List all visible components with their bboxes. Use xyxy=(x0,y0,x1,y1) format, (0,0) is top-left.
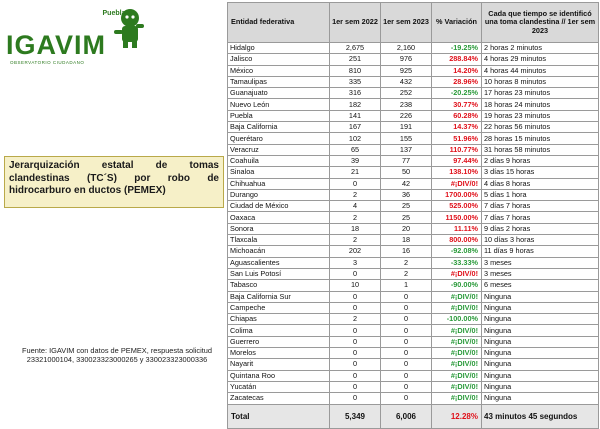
table-row xyxy=(228,54,599,65)
variacion-cell: #¡DIV/0! xyxy=(432,325,482,336)
variacion-cell: 28.96% xyxy=(432,76,482,87)
state-cell: Tabasco xyxy=(228,280,330,291)
state-cell: Zacatecas xyxy=(228,393,330,404)
frecuencia-cell: 11 días 9 horas xyxy=(482,246,599,257)
variacion-cell: -20.25% xyxy=(432,88,482,99)
callout-text: Jerarquización estatal de tomas clandestinas (TC´S) por robo de hidrocarburo en ductos (PEMEX) xyxy=(9,160,219,196)
sem2022-cell: 0 xyxy=(330,381,381,392)
table-total-row xyxy=(228,404,599,428)
variacion-cell: #¡DIV/0! xyxy=(432,359,482,370)
variacion-cell: #¡DIV/0! xyxy=(432,381,482,392)
frecuencia-cell: 4 horas 29 minutos xyxy=(482,54,599,65)
state-cell: Nayarit xyxy=(228,359,330,370)
frecuencia-cell: 3 meses xyxy=(482,268,599,279)
state-cell: Nuevo León xyxy=(228,99,330,110)
sem2023-cell: 2,160 xyxy=(381,43,432,54)
sem2022-cell: 335 xyxy=(330,76,381,87)
table-row xyxy=(228,43,599,54)
variacion-cell: #¡DIV/0! xyxy=(432,178,482,189)
table-row xyxy=(228,302,599,313)
sem2022-cell: 2 xyxy=(330,235,381,246)
state-cell: Guanajuato xyxy=(228,88,330,99)
sem2023-cell: 976 xyxy=(381,54,432,65)
variacion-cell: 110.77% xyxy=(432,144,482,155)
state-cell: Aguascalientes xyxy=(228,257,330,268)
sem2022-cell: 0 xyxy=(330,336,381,347)
header-entidad: Entidad federativa xyxy=(228,3,330,43)
table-row xyxy=(228,201,599,212)
state-cell: Puebla xyxy=(228,110,330,121)
table-row xyxy=(228,178,599,189)
table-row xyxy=(228,155,599,166)
frecuencia-cell: Ninguna xyxy=(482,291,599,302)
frecuencia-cell: 3 días 15 horas xyxy=(482,167,599,178)
state-cell: Oaxaca xyxy=(228,212,330,223)
variacion-cell: #¡DIV/0! xyxy=(432,268,482,279)
table-row xyxy=(228,133,599,144)
variacion-cell: 1700.00% xyxy=(432,189,482,200)
variacion-cell: -19.25% xyxy=(432,43,482,54)
variacion-cell: 800.00% xyxy=(432,235,482,246)
table-row xyxy=(228,122,599,133)
table-row xyxy=(228,212,599,223)
state-cell: Guerrero xyxy=(228,336,330,347)
table-row xyxy=(228,110,599,121)
sem2022-cell: 18 xyxy=(330,223,381,234)
variacion-cell: 30.77% xyxy=(432,99,482,110)
total-2022: 5,349 xyxy=(330,404,381,428)
header-frecuencia: Cada que tiempo se identificó una toma clandestina // 1er sem 2023 xyxy=(482,3,599,43)
logo-subtitle: OBSERVATORIO CIUDADANO xyxy=(10,60,85,65)
frecuencia-cell: 22 horas 56 minutos xyxy=(482,122,599,133)
state-cell: Quintana Roo xyxy=(228,370,330,381)
frecuencia-cell: Ninguna xyxy=(482,325,599,336)
frecuencia-cell: Ninguna xyxy=(482,381,599,392)
sem2023-cell: 2 xyxy=(381,268,432,279)
sem2022-cell: 182 xyxy=(330,99,381,110)
sem2023-cell: 0 xyxy=(381,370,432,381)
sem2023-cell: 0 xyxy=(381,291,432,302)
sem2023-cell: 0 xyxy=(381,325,432,336)
sem2023-cell: 18 xyxy=(381,235,432,246)
state-cell: Tamaulipas xyxy=(228,76,330,87)
state-cell: Sonora xyxy=(228,223,330,234)
data-table-container xyxy=(227,2,598,421)
igavim-logo xyxy=(6,4,156,70)
sem2022-cell: 0 xyxy=(330,291,381,302)
frecuencia-cell: 9 días 2 horas xyxy=(482,223,599,234)
sem2022-cell: 251 xyxy=(330,54,381,65)
frecuencia-cell: 2 días 9 horas xyxy=(482,155,599,166)
state-cell: Tlaxcala xyxy=(228,235,330,246)
frecuencia-cell: 28 horas 15 minutos xyxy=(482,133,599,144)
table-body xyxy=(228,43,599,405)
frecuencia-cell: 2 horas 2 minutos xyxy=(482,43,599,54)
table-row xyxy=(228,223,599,234)
sem2022-cell: 2 xyxy=(330,212,381,223)
variacion-cell: 525.00% xyxy=(432,201,482,212)
table-row xyxy=(228,348,599,359)
sem2022-cell: 810 xyxy=(330,65,381,76)
sem2023-cell: 42 xyxy=(381,178,432,189)
sem2022-cell: 316 xyxy=(330,88,381,99)
table-row xyxy=(228,291,599,302)
sem2023-cell: 25 xyxy=(381,212,432,223)
sem2022-cell: 39 xyxy=(330,155,381,166)
state-cell: Yucatán xyxy=(228,381,330,392)
header-2022: 1er sem 2022 xyxy=(330,3,381,43)
sem2022-cell: 3 xyxy=(330,257,381,268)
frecuencia-cell: 7 días 7 horas xyxy=(482,212,599,223)
table-row xyxy=(228,189,599,200)
table-header-row xyxy=(228,3,599,43)
sem2023-cell: 432 xyxy=(381,76,432,87)
table-row xyxy=(228,314,599,325)
sem2023-cell: 191 xyxy=(381,122,432,133)
sem2023-cell: 238 xyxy=(381,99,432,110)
sem2022-cell: 0 xyxy=(330,178,381,189)
table-row xyxy=(228,257,599,268)
total-variacion: 12.28% xyxy=(432,404,482,428)
sem2023-cell: 2 xyxy=(381,257,432,268)
logo-wordmark: IGAVIM xyxy=(6,30,106,60)
variacion-cell: 288.84% xyxy=(432,54,482,65)
sem2022-cell: 4 xyxy=(330,201,381,212)
total-frecuencia: 43 minutos 45 segundos xyxy=(482,404,599,428)
total-label: Total xyxy=(228,404,330,428)
table-row xyxy=(228,246,599,257)
frecuencia-cell: 4 días 8 horas xyxy=(482,178,599,189)
logo-seal-text: Puebla xyxy=(102,10,126,17)
variacion-cell: #¡DIV/0! xyxy=(432,393,482,404)
frecuencia-cell: Ninguna xyxy=(482,370,599,381)
sem2022-cell: 0 xyxy=(330,268,381,279)
sem2022-cell: 65 xyxy=(330,144,381,155)
frecuencia-cell: 4 horas 44 minutos xyxy=(482,65,599,76)
sem2023-cell: 1 xyxy=(381,280,432,291)
table-row xyxy=(228,144,599,155)
sem2023-cell: 155 xyxy=(381,133,432,144)
sem2022-cell: 10 xyxy=(330,280,381,291)
table-row xyxy=(228,268,599,279)
table-row xyxy=(228,370,599,381)
table-row xyxy=(228,88,599,99)
variacion-cell: 97.44% xyxy=(432,155,482,166)
variacion-cell: -33.33% xyxy=(432,257,482,268)
sem2023-cell: 137 xyxy=(381,144,432,155)
sem2022-cell: 141 xyxy=(330,110,381,121)
frecuencia-cell: Ninguna xyxy=(482,314,599,325)
sem2023-cell: 0 xyxy=(381,393,432,404)
variacion-cell: 14.20% xyxy=(432,65,482,76)
variacion-cell: #¡DIV/0! xyxy=(432,291,482,302)
toma-clandestina-table xyxy=(227,2,599,429)
sem2022-cell: 0 xyxy=(330,348,381,359)
state-cell: Chiapas xyxy=(228,314,330,325)
sem2022-cell: 0 xyxy=(330,370,381,381)
state-cell: Veracruz xyxy=(228,144,330,155)
sem2022-cell: 167 xyxy=(330,122,381,133)
sem2022-cell: 0 xyxy=(330,302,381,313)
frecuencia-cell: 3 meses xyxy=(482,257,599,268)
variacion-cell: 11.11% xyxy=(432,223,482,234)
table-row xyxy=(228,167,599,178)
sem2023-cell: 925 xyxy=(381,65,432,76)
table-row xyxy=(228,359,599,370)
state-cell: San Luis Potosí xyxy=(228,268,330,279)
total-2023: 6,006 xyxy=(381,404,432,428)
frecuencia-cell: 7 días 7 horas xyxy=(482,201,599,212)
table-row xyxy=(228,393,599,404)
state-cell: Coahuila xyxy=(228,155,330,166)
variacion-cell: -90.00% xyxy=(432,280,482,291)
frecuencia-cell: 18 horas 24 minutos xyxy=(482,99,599,110)
frecuencia-cell: 10 días 3 horas xyxy=(482,235,599,246)
sem2023-cell: 0 xyxy=(381,348,432,359)
sem2023-cell: 25 xyxy=(381,201,432,212)
sem2023-cell: 0 xyxy=(381,302,432,313)
sem2023-cell: 77 xyxy=(381,155,432,166)
state-cell: Baja California Sur xyxy=(228,291,330,302)
state-cell: Michoacán xyxy=(228,246,330,257)
sem2022-cell: 102 xyxy=(330,133,381,144)
frecuencia-cell: Ninguna xyxy=(482,336,599,347)
variacion-cell: -92.08% xyxy=(432,246,482,257)
table-row xyxy=(228,235,599,246)
sem2022-cell: 2 xyxy=(330,314,381,325)
sem2023-cell: 252 xyxy=(381,88,432,99)
variacion-cell: 1150.00% xyxy=(432,212,482,223)
sem2022-cell: 0 xyxy=(330,325,381,336)
state-cell: Campeche xyxy=(228,302,330,313)
state-cell: Querétaro xyxy=(228,133,330,144)
source-note: Fuente: IGAVIM con datos de PEMEX, respuesta solicitud 23321000104, 330023323000265 y 330023323000336 xyxy=(21,346,213,364)
title-callout xyxy=(4,156,224,208)
sem2022-cell: 2,675 xyxy=(330,43,381,54)
left-panel xyxy=(0,0,228,400)
state-cell: México xyxy=(228,65,330,76)
table-row xyxy=(228,76,599,87)
frecuencia-cell: Ninguna xyxy=(482,393,599,404)
sem2023-cell: 20 xyxy=(381,223,432,234)
table-row xyxy=(228,381,599,392)
frecuencia-cell: 6 meses xyxy=(482,280,599,291)
sem2023-cell: 0 xyxy=(381,336,432,347)
frecuencia-cell: 10 horas 8 minutos xyxy=(482,76,599,87)
variacion-cell: #¡DIV/0! xyxy=(432,348,482,359)
variacion-cell: 51.96% xyxy=(432,133,482,144)
sem2023-cell: 226 xyxy=(381,110,432,121)
variacion-cell: 138.10% xyxy=(432,167,482,178)
state-cell: Hidalgo xyxy=(228,43,330,54)
sem2023-cell: 16 xyxy=(381,246,432,257)
variacion-cell: 14.37% xyxy=(432,122,482,133)
frecuencia-cell: 5 días 1 hora xyxy=(482,189,599,200)
header-variacion: % Variación xyxy=(432,3,482,43)
state-cell: Ciudad de México xyxy=(228,201,330,212)
frecuencia-cell: Ninguna xyxy=(482,359,599,370)
state-cell: Durango xyxy=(228,189,330,200)
table-row xyxy=(228,280,599,291)
state-cell: Colima xyxy=(228,325,330,336)
frecuencia-cell: Ninguna xyxy=(482,348,599,359)
table-row xyxy=(228,325,599,336)
state-cell: Jalisco xyxy=(228,54,330,65)
frecuencia-cell: 31 horas 58 minutos xyxy=(482,144,599,155)
table-row xyxy=(228,336,599,347)
header-2023: 1er sem 2023 xyxy=(381,3,432,43)
variacion-cell: #¡DIV/0! xyxy=(432,336,482,347)
variacion-cell: #¡DIV/0! xyxy=(432,370,482,381)
sem2023-cell: 0 xyxy=(381,359,432,370)
state-cell: Chihuahua xyxy=(228,178,330,189)
sem2022-cell: 202 xyxy=(330,246,381,257)
sem2023-cell: 0 xyxy=(381,314,432,325)
state-cell: Baja California xyxy=(228,122,330,133)
sem2022-cell: 0 xyxy=(330,359,381,370)
variacion-cell: 60.28% xyxy=(432,110,482,121)
frecuencia-cell: Ninguna xyxy=(482,302,599,313)
sem2023-cell: 50 xyxy=(381,167,432,178)
sem2022-cell: 21 xyxy=(330,167,381,178)
sem2022-cell: 0 xyxy=(330,393,381,404)
sem2023-cell: 0 xyxy=(381,381,432,392)
variacion-cell: -100.00% xyxy=(432,314,482,325)
sem2022-cell: 2 xyxy=(330,189,381,200)
sem2023-cell: 36 xyxy=(381,189,432,200)
table-row xyxy=(228,99,599,110)
state-cell: Sinaloa xyxy=(228,167,330,178)
variacion-cell: #¡DIV/0! xyxy=(432,302,482,313)
frecuencia-cell: 17 horas 23 minutos xyxy=(482,88,599,99)
state-cell: Morelos xyxy=(228,348,330,359)
table-row xyxy=(228,65,599,76)
frecuencia-cell: 19 horas 23 minutos xyxy=(482,110,599,121)
